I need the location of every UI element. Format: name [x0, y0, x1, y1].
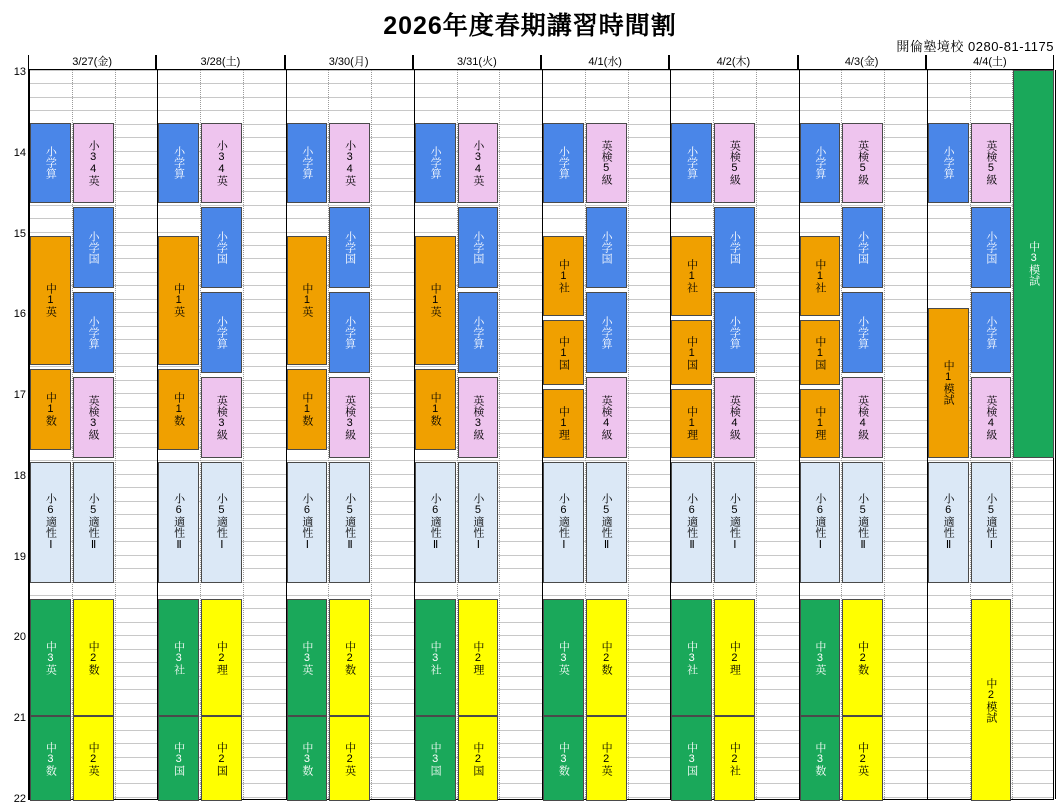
slot-divider [756, 70, 757, 799]
class-label: 中1英 [429, 283, 442, 318]
class-label: 中3社 [429, 640, 442, 675]
class-block[interactable] [543, 599, 584, 716]
class-block[interactable] [543, 462, 584, 583]
class-label: 中1理 [557, 406, 570, 441]
class-block[interactable] [201, 462, 242, 583]
class-block[interactable] [158, 236, 199, 365]
hour-label-18: 18 [13, 469, 26, 482]
class-label: 小学国 [856, 231, 869, 265]
class-block[interactable] [586, 462, 627, 583]
class-block[interactable] [1013, 70, 1054, 458]
class-label: 中1社 [813, 258, 826, 293]
class-label: 英検5級 [600, 140, 613, 186]
class-block[interactable] [714, 462, 755, 583]
class-label: 小学国 [984, 231, 997, 265]
class-block[interactable] [586, 123, 627, 204]
class-block[interactable] [329, 207, 370, 288]
slot-divider [628, 70, 629, 799]
class-label: 小34英 [343, 139, 356, 186]
class-block[interactable] [543, 123, 584, 204]
class-block[interactable] [329, 716, 370, 801]
class-block[interactable] [73, 716, 114, 801]
class-label: 小5適性Ⅰ [471, 493, 484, 552]
class-label: 中2理 [728, 640, 741, 675]
class-block[interactable] [586, 599, 627, 716]
minor-line [29, 205, 1053, 206]
class-label: 中3英 [813, 640, 826, 675]
class-label: 中3英 [557, 640, 570, 675]
class-block[interactable] [73, 462, 114, 583]
school-contact: 開倫塾境校 0280-81-1175 [896, 39, 1054, 54]
class-label: 英検3級 [471, 394, 484, 440]
class-block[interactable] [415, 236, 456, 365]
class-block[interactable] [73, 599, 114, 716]
class-label: 中1国 [685, 335, 698, 370]
class-block[interactable] [329, 292, 370, 373]
class-label: 小学算 [87, 316, 100, 349]
minor-line [29, 110, 1053, 111]
class-block[interactable] [543, 389, 584, 458]
class-label: 小5適性Ⅰ [728, 493, 741, 552]
class-label: 中1数 [44, 392, 57, 427]
day-header-1: 3/28(土) [156, 55, 284, 69]
class-label: 中2国 [215, 741, 228, 776]
class-block[interactable] [671, 462, 712, 583]
class-label: 中1模試 [942, 360, 955, 406]
class-block[interactable] [543, 716, 584, 801]
class-block[interactable] [415, 369, 456, 450]
class-block[interactable] [842, 599, 883, 716]
class-block[interactable] [842, 123, 883, 204]
class-block[interactable] [800, 389, 841, 458]
class-block[interactable] [73, 377, 114, 458]
class-block[interactable] [543, 236, 584, 317]
class-label: 中1理 [685, 406, 698, 441]
slot-divider [243, 70, 244, 799]
minor-line [29, 232, 1053, 233]
hour-label-19: 19 [13, 550, 26, 563]
class-block[interactable] [800, 236, 841, 317]
class-label: 中3数 [557, 741, 570, 776]
class-label: 小学算 [300, 146, 313, 180]
class-label: 小6適性Ⅱ [172, 493, 185, 552]
class-label: 小学国 [343, 231, 356, 265]
class-block[interactable] [287, 123, 328, 204]
class-block[interactable] [842, 716, 883, 801]
day-header-7: 4/4(土) [926, 55, 1054, 69]
class-label: 中2英 [343, 741, 356, 776]
class-label: 小学算 [728, 316, 741, 349]
class-block[interactable] [971, 599, 1012, 801]
class-label: 中2理 [471, 640, 484, 675]
class-block[interactable] [201, 716, 242, 801]
class-block[interactable] [714, 123, 755, 204]
class-label: 小6適性Ⅰ [813, 493, 826, 552]
class-block[interactable] [158, 123, 199, 204]
class-label: 小学算 [215, 316, 228, 349]
class-block[interactable] [30, 236, 71, 365]
class-label: 英検4級 [984, 394, 997, 440]
class-block[interactable] [415, 462, 456, 583]
class-label: 小5適性Ⅱ [600, 493, 613, 552]
class-block[interactable] [543, 320, 584, 385]
class-label: 中3国 [685, 741, 698, 776]
class-block[interactable] [714, 599, 755, 716]
class-label: 中1数 [300, 392, 313, 427]
class-label: 中3英 [44, 640, 57, 675]
class-block[interactable] [586, 377, 627, 458]
class-block[interactable] [928, 308, 969, 457]
class-block[interactable] [671, 389, 712, 458]
class-label: 中3模試 [1027, 241, 1040, 287]
class-label: 小学国 [87, 231, 100, 265]
class-block[interactable] [458, 292, 499, 373]
class-label: 中1数 [172, 392, 185, 427]
class-label: 中1英 [44, 283, 57, 318]
class-label: 中2理 [215, 640, 228, 675]
class-label: 英検5級 [984, 140, 997, 186]
class-block[interactable] [329, 377, 370, 458]
class-block[interactable] [415, 716, 456, 801]
class-block[interactable] [800, 716, 841, 801]
class-block[interactable] [714, 207, 755, 288]
minor-line [29, 83, 1053, 84]
class-label: 小学算 [557, 146, 570, 180]
day-header-row [28, 55, 1054, 69]
class-block[interactable] [329, 599, 370, 716]
class-label: 小学算 [856, 316, 869, 349]
class-block[interactable] [586, 292, 627, 373]
class-label: 中1社 [685, 258, 698, 293]
class-block[interactable] [671, 716, 712, 801]
class-label: 小学算 [600, 316, 613, 349]
day-header-0: 3/27(金) [28, 55, 156, 69]
day-header-6: 4/3(金) [798, 55, 926, 69]
slot-divider [499, 70, 500, 799]
hour-label-17: 17 [13, 389, 26, 402]
timetable-grid [13, 55, 1054, 805]
class-block[interactable] [201, 207, 242, 288]
class-block[interactable] [971, 207, 1012, 288]
class-label: 小6適性Ⅱ [685, 493, 698, 552]
class-block[interactable] [714, 292, 755, 373]
day-header-5: 4/2(木) [669, 55, 797, 69]
class-label: 中3数 [44, 741, 57, 776]
minor-line [29, 97, 1053, 98]
minor-line [29, 70, 1053, 71]
class-label: 中1国 [813, 335, 826, 370]
class-block[interactable] [671, 599, 712, 716]
class-label: 中2英 [856, 741, 869, 776]
class-label: 小学算 [343, 316, 356, 349]
class-label: 小34英 [215, 139, 228, 186]
class-block[interactable] [714, 377, 755, 458]
class-label: 中1数 [429, 392, 442, 427]
class-block[interactable] [287, 462, 328, 583]
day-header-2: 3/30(月) [285, 55, 413, 69]
class-block[interactable] [671, 320, 712, 385]
class-block[interactable] [201, 599, 242, 716]
class-block[interactable] [971, 123, 1012, 204]
class-block[interactable] [73, 292, 114, 373]
class-block[interactable] [928, 123, 969, 204]
class-label: 英検3級 [87, 394, 100, 440]
class-block[interactable] [458, 716, 499, 801]
class-block[interactable] [287, 369, 328, 450]
class-label: 中2数 [856, 640, 869, 675]
class-label: 中2数 [600, 640, 613, 675]
class-label: 小学算 [813, 146, 826, 180]
class-label: 中2模試 [984, 677, 997, 723]
class-block[interactable] [201, 292, 242, 373]
class-label: 小学算 [685, 146, 698, 180]
class-block[interactable] [73, 207, 114, 288]
class-block[interactable] [971, 292, 1012, 373]
class-label: 英検5級 [856, 140, 869, 186]
class-label: 英検3級 [215, 394, 228, 440]
class-block[interactable] [201, 123, 242, 204]
class-block[interactable] [586, 207, 627, 288]
class-label: 中3数 [813, 741, 826, 776]
class-label: 英検4級 [856, 394, 869, 440]
class-label: 小5適性Ⅱ [87, 493, 100, 552]
class-block[interactable] [458, 462, 499, 583]
class-label: 中1国 [557, 335, 570, 370]
class-block[interactable] [329, 462, 370, 583]
class-label: 中2数 [87, 640, 100, 675]
class-block[interactable] [671, 236, 712, 317]
class-block[interactable] [971, 377, 1012, 458]
class-block[interactable] [671, 123, 712, 204]
class-label: 中3社 [172, 640, 185, 675]
class-block[interactable] [30, 462, 71, 583]
class-block[interactable] [30, 599, 71, 716]
class-label: 中3国 [429, 741, 442, 776]
class-block[interactable] [158, 369, 199, 450]
class-block[interactable] [928, 462, 969, 583]
day-divider [1055, 70, 1056, 799]
class-block[interactable] [800, 320, 841, 385]
class-label: 中2国 [471, 741, 484, 776]
page-title: 2026年度春期講習時間割 [383, 12, 677, 40]
class-label: 英検5級 [728, 140, 741, 186]
class-block[interactable] [842, 377, 883, 458]
class-label: 小5適性Ⅰ [984, 493, 997, 552]
class-label: 小6適性Ⅰ [44, 493, 57, 552]
class-block[interactable] [287, 599, 328, 716]
minor-line [29, 595, 1053, 596]
hour-label-14: 14 [13, 146, 26, 159]
class-label: 中3社 [685, 640, 698, 675]
slot-divider [884, 70, 885, 799]
class-block[interactable] [800, 123, 841, 204]
slot-divider [115, 70, 116, 799]
class-block[interactable] [30, 123, 71, 204]
class-label: 中3英 [300, 640, 313, 675]
slot-divider [371, 70, 372, 799]
class-block[interactable] [586, 716, 627, 801]
class-label: 小6適性Ⅰ [300, 493, 313, 552]
class-label: 中1英 [300, 283, 313, 318]
class-label: 小学国 [215, 231, 228, 265]
class-label: 中1理 [813, 406, 826, 441]
class-label: 中3数 [300, 741, 313, 776]
class-block[interactable] [800, 599, 841, 716]
class-block[interactable] [201, 377, 242, 458]
class-block[interactable] [329, 123, 370, 204]
class-label: 小5適性Ⅱ [856, 493, 869, 552]
class-label: 小学算 [471, 316, 484, 349]
class-label: 小6適性Ⅱ [942, 493, 955, 552]
class-block[interactable] [30, 716, 71, 801]
class-block[interactable] [415, 123, 456, 204]
class-label: 中2英 [87, 741, 100, 776]
hour-label-15: 15 [13, 227, 26, 240]
class-label: 中2数 [343, 640, 356, 675]
timetable-body [28, 69, 1054, 800]
class-block[interactable] [458, 599, 499, 716]
hour-label-22: 22 [13, 793, 26, 805]
class-block[interactable] [842, 207, 883, 288]
class-label: 中1英 [172, 283, 185, 318]
class-block[interactable] [458, 123, 499, 204]
class-block[interactable] [158, 462, 199, 583]
class-block[interactable] [73, 123, 114, 204]
class-label: 小学算 [172, 146, 185, 180]
class-label: 中2英 [600, 741, 613, 776]
class-block[interactable] [287, 716, 328, 801]
class-label: 小34英 [87, 139, 100, 186]
class-block[interactable] [971, 462, 1012, 583]
class-label: 小学算 [942, 146, 955, 180]
class-block[interactable] [458, 207, 499, 288]
hour-label-20: 20 [13, 631, 26, 644]
class-label: 小学国 [600, 231, 613, 265]
class-label: 小6適性Ⅰ [557, 493, 570, 552]
class-label: 中3国 [172, 741, 185, 776]
class-label: 英検4級 [728, 394, 741, 440]
day-header-3: 3/31(火) [413, 55, 541, 69]
class-block[interactable] [158, 599, 199, 716]
class-label: 小学国 [471, 231, 484, 265]
class-label: 中1社 [557, 258, 570, 293]
class-label: 小学算 [429, 146, 442, 180]
class-block[interactable] [842, 462, 883, 583]
hour-label-21: 21 [13, 712, 26, 725]
class-label: 小学国 [728, 231, 741, 265]
day-header-4: 4/1(水) [541, 55, 669, 69]
minor-line [29, 218, 1053, 219]
class-block[interactable] [458, 377, 499, 458]
class-block[interactable] [842, 292, 883, 373]
minor-line [29, 366, 1053, 367]
class-block[interactable] [714, 716, 755, 801]
class-block[interactable] [415, 599, 456, 716]
class-block[interactable] [30, 369, 71, 450]
class-label: 小34英 [471, 139, 484, 186]
class-label: 小5適性Ⅱ [343, 493, 356, 552]
class-label: 小学算 [984, 316, 997, 349]
class-block[interactable] [800, 462, 841, 583]
class-label: 小5適性Ⅰ [215, 493, 228, 552]
class-label: 小学算 [44, 146, 57, 180]
class-block[interactable] [158, 716, 199, 801]
hour-label-16: 16 [13, 308, 26, 321]
class-label: 英検3級 [343, 394, 356, 440]
class-block[interactable] [287, 236, 328, 365]
hour-label-13: 13 [13, 66, 26, 79]
class-label: 中2社 [728, 741, 741, 776]
class-label: 英検4級 [600, 394, 613, 440]
class-label: 小6適性Ⅱ [429, 493, 442, 552]
